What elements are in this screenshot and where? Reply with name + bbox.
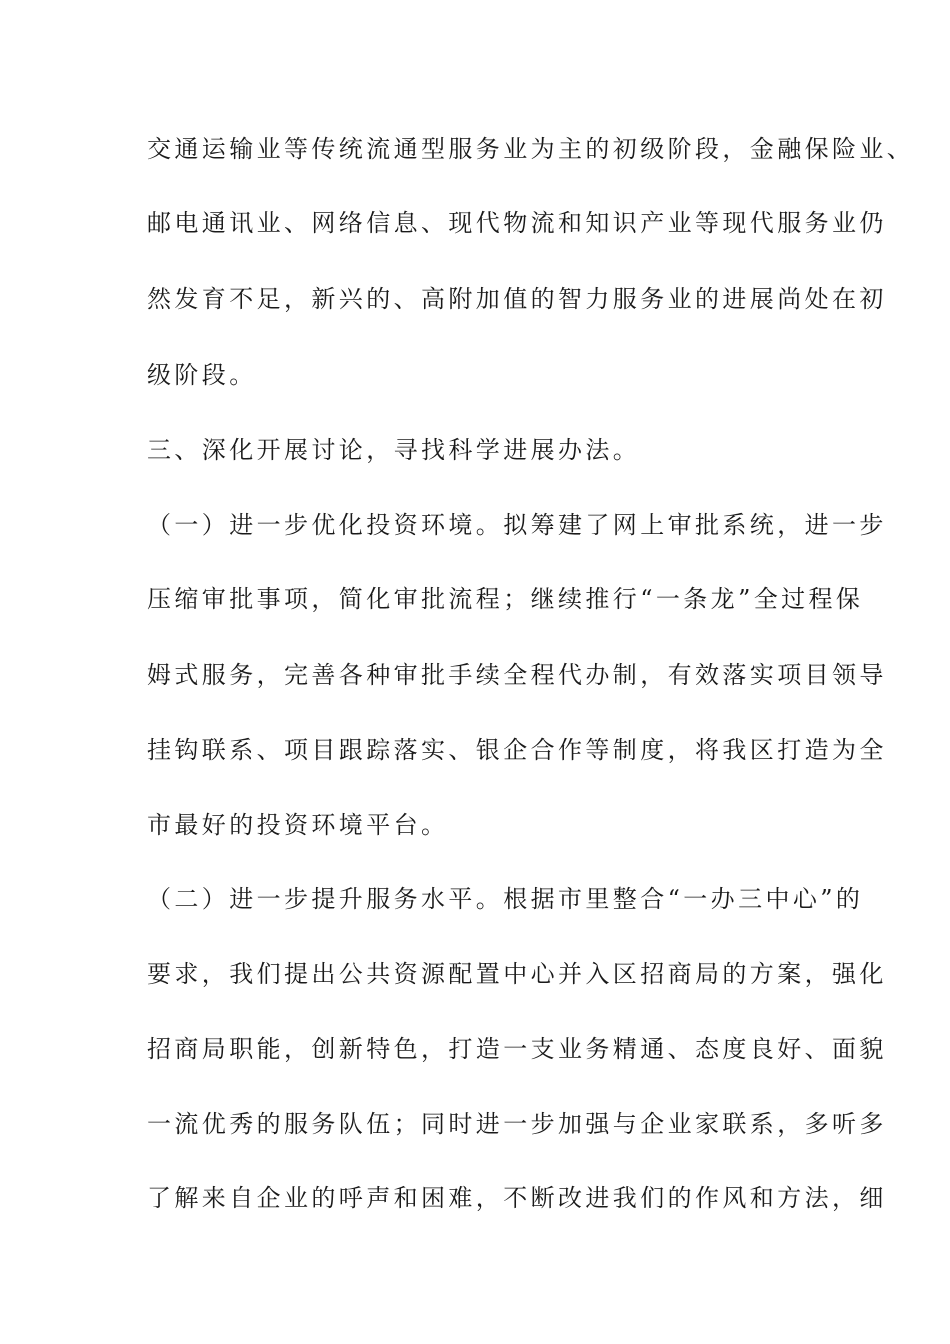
body-text-line: 要求，我们提出公共资源配置中心并入区招商局的方案，强化 xyxy=(147,960,887,988)
body-text-line: 市最好的投资环境平台。 xyxy=(147,811,449,839)
body-text-line: 一流优秀的服务队伍；同时进一步加强与企业家联系，多听多 xyxy=(147,1110,887,1138)
body-text-line: 级阶段。 xyxy=(147,361,257,389)
body-text-line: 姆式服务，完善各种审批手续全程代办制，有效落实项目领导 xyxy=(147,661,887,689)
body-text-line: 招商局职能，创新特色，打造一支业务精通、态度良好、面貌 xyxy=(147,1035,887,1063)
body-text-line: 交通运输业等传统流通型服务业为主的初级阶段，金融保险业、 xyxy=(147,135,915,163)
body-text-line: 了解来自企业的呼声和困难，不断改进我们的作风和方法，细 xyxy=(147,1184,887,1212)
body-text-line: （一）进一步优化投资环境。拟筹建了网上审批系统，进一步 xyxy=(147,511,887,539)
body-text-line: 压缩审批事项，简化审批流程；继续推行“一条龙”全过程保 xyxy=(147,585,864,613)
section-heading: 三、深化开展讨论，寻找科学进展办法。 xyxy=(147,436,641,464)
body-text-line: 然发育不足，新兴的、高附加值的智力服务业的进展尚处在初 xyxy=(147,285,887,313)
body-text-line: 挂钩联系、项目跟踪落实、银企合作等制度，将我区打造为全 xyxy=(147,736,887,764)
body-text-line: 邮电通讯业、网络信息、现代物流和知识产业等现代服务业仍 xyxy=(147,209,887,237)
body-text-line: （二）进一步提升服务水平。根据市里整合“一办三中心”的 xyxy=(147,885,864,913)
